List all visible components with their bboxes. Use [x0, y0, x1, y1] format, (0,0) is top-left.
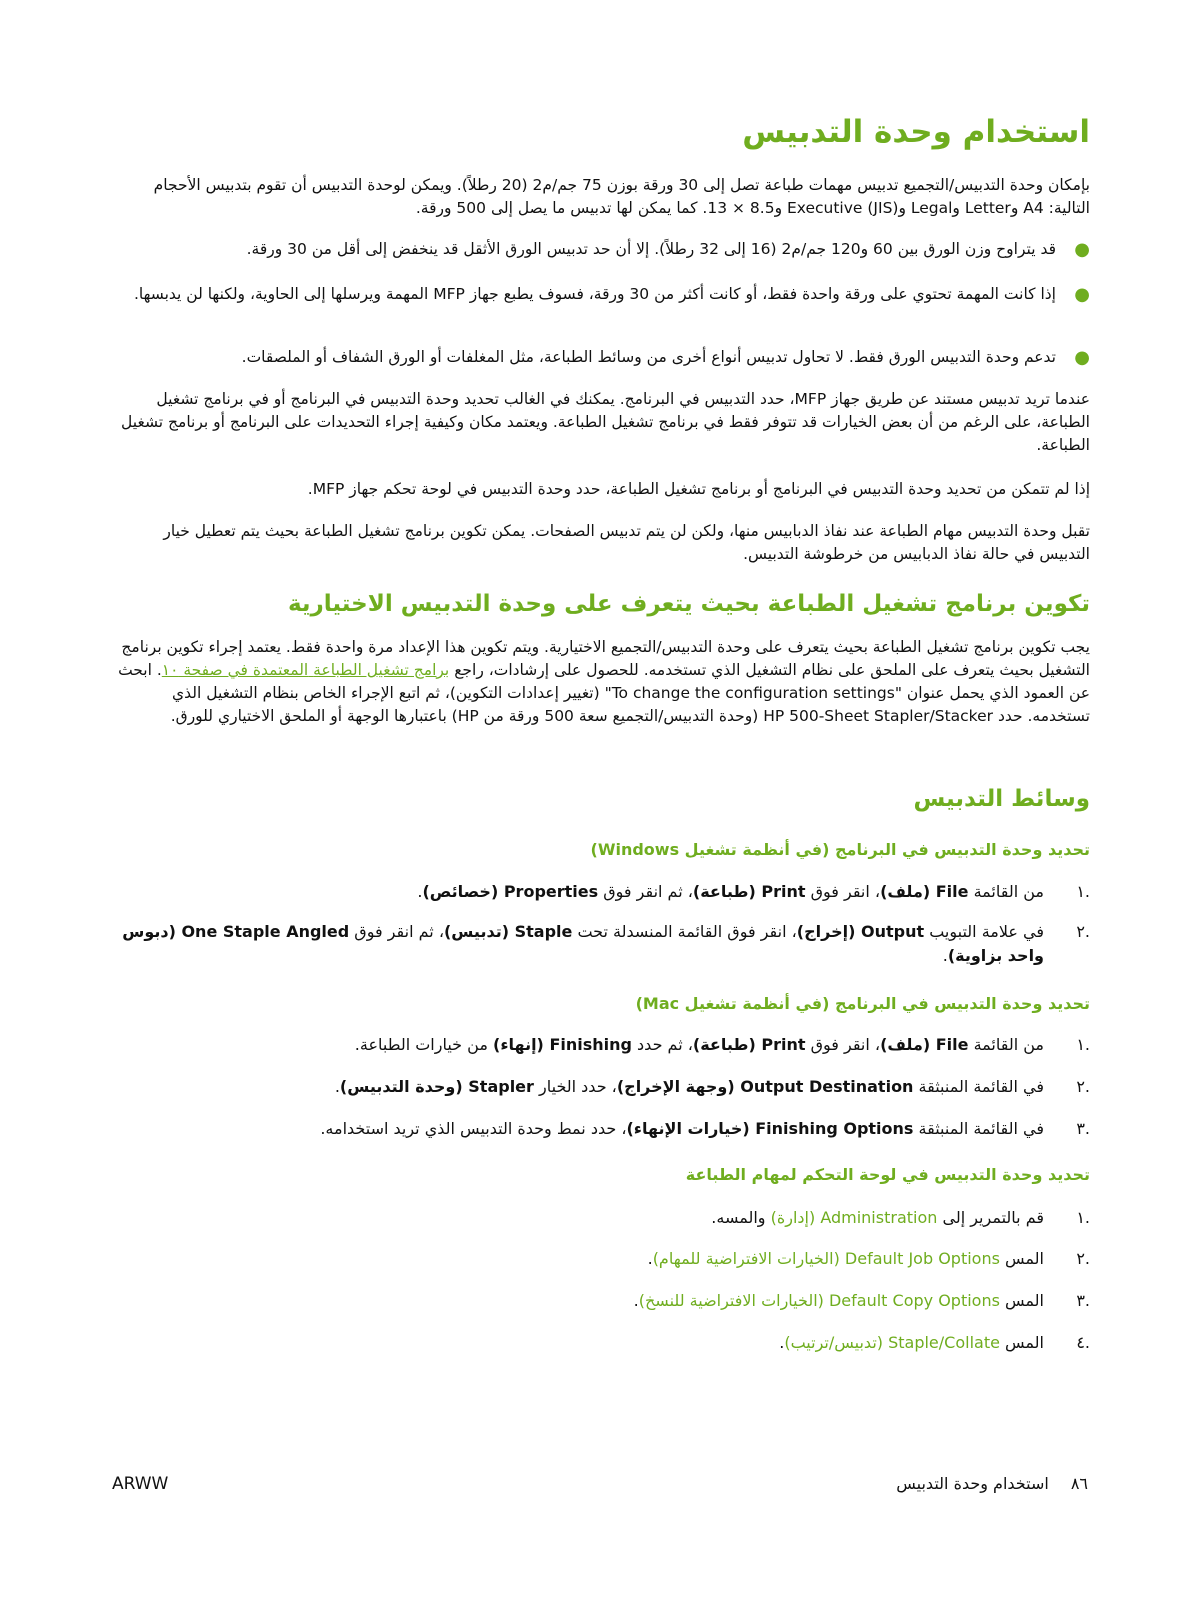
- mac-step: .٣ في القائمة المنبثقة Finishing Options (خيارات الإنهاء)، حدد نمط وحدة التدبيس الذي تريد استخدامه.: [320, 1119, 1090, 1138]
- subheading-control-panel: تحديد وحدة التدبيس في لوحة التحكم لمهام الطباعة: [685, 1165, 1090, 1184]
- windows-step: .١ من القائمة File (ملف)، انقر فوق Print (طباعة)، ثم انقر فوق Properties (خصائص).: [417, 882, 1090, 901]
- page-title: استخدام وحدة التدبيس: [742, 114, 1090, 150]
- bullet-item: ● قد يتراوح وزن الورق بين 60 و120 جم/م2 (16 إلى 32 رطلاً). إلا أن حد تدبيس الورق الأثقل قد ينخفض إلى أقل من 30 ورقة.: [246, 239, 1090, 260]
- windows-step: .٢ في علامة التبويب Output (إخراج)، انقر فوق القائمة المنسدلة تحت Staple (تدبيس)، ثم انقر فوق One Staple Angled (دبوس واحد بزاوية).: [122, 922, 1090, 965]
- panel-step: .١ قم بالتمرير إلى Administration (إدارة) والمسه.: [711, 1208, 1090, 1227]
- panel-step: .٢ المس Default Job Options (الخيارات الافتراضية للمهام).: [647, 1249, 1090, 1268]
- bullet-icon: ●: [1074, 284, 1090, 305]
- bullet-item: ● إذا كانت المهمة تحتوي على ورقة واحدة فقط، أو كانت أكثر من 30 ورقة، فسوف يطبع جهاز MFP المهمة ويرسلها إلى الحاوية، ولكنها لن يدبسها.: [133, 284, 1090, 305]
- stapling-paragraph: عندما تريد تدبيس مستند عن طريق جهاز MFP، حدد التدبيس في البرنامج. يمكنك في الغالب تحديد وحدة التدبيس في البرنامج أو في برنامج تشغيل الطباعة، على الرغم من أن بعض الخيارات قد تتوفر فقط في برنامج تشغيل الطباعة. ويعتمد مكان وكيفية إجراء التحديدات على البرنامج أو برنامج تشغيل الطباعة.: [121, 390, 1090, 454]
- stapling-paragraph: إذا لم تتمكن من تحديد وحدة التدبيس في البرنامج أو برنامج تشغيل الطباعة، حدد وحدة التدبيس في لوحة تحكم جهاز MFP.: [307, 480, 1090, 498]
- section-heading-config: تكوين برنامج تشغيل الطباعة بحيث يتعرف على وحدة التدبيس الاختيارية: [287, 591, 1090, 617]
- stapling-paragraph: تقبل وحدة التدبيس مهام الطباعة عند نفاذ الدبابيس منها، ولكن لن يتم تدبيس الصفحات. يمكن تكوين برنامج تشغيل الطباعة بحيث يتم تعطيل خيار التدبيس في حالة نفاذ الدبابيس من خرطوشة التدبيس.: [163, 522, 1090, 563]
- config-paragraph: يجب تكوين برنامج تشغيل الطباعة بحيث يتعرف على وحدة التدبيس/التجميع الاختيارية. ويتم تكوين هذا الإعداد مرة واحدة فقط. يعتمد إجراء تكوين برنامج التشغيل بحيث يتعرف على الملحق على نظام التشغيل الذي تستخدمه. للحصول على إرشادات، راجع برامج تشغيل الطباعة المعتمدة في صفحة ١٠. ابحث عن العمود الذي يحمل عنوان "To change the configuration settings" (تغيير إعدادات التكوين)، ثم اتبع الإجراء الخاص بنظام التشغيل الذي تستخدمه. حدد HP 500-Sheet Stapler/Stacker (وحدة التدبيس/التجميع سعة 500 ورقة من HP) باعتبارها الوجهة أو الملحق الاختياري للورق.: [118, 638, 1090, 725]
- footer-label: ARWW: [112, 1474, 169, 1494]
- page-number: ٨٦: [1070, 1474, 1088, 1493]
- driver-link[interactable]: برامج تشغيل الطباعة المعتمدة في صفحة ١٠: [161, 661, 450, 679]
- bullet-icon: ●: [1074, 347, 1090, 368]
- bullet-item: ● تدعم وحدة التدبيس الورق فقط. لا تحاول تدبيس أنواع أخرى من وسائط الطباعة، مثل المغلفات أو الورق الشفاف أو الملصقات.: [241, 347, 1090, 368]
- footer-page-info: [896, 1474, 1088, 1493]
- document-page: [110, 0, 1090, 1600]
- mac-step: .١ من القائمة File (ملف)، انقر فوق Print (طباعة)، ثم حدد Finishing (إنهاء) من خيارات الطباعة.: [354, 1035, 1090, 1054]
- panel-step: .٤ المس Staple/Collate (تدبيس/ترتيب).: [779, 1333, 1090, 1352]
- subheading-mac: تحديد وحدة التدبيس في البرنامج (في أنظمة تشغيل Mac): [635, 994, 1090, 1013]
- subheading-windows: تحديد وحدة التدبيس في البرنامج (في أنظمة تشغيل Windows): [590, 840, 1090, 859]
- bullet-icon: ●: [1074, 239, 1090, 260]
- section-heading-media: وسائط التدبيس: [913, 786, 1090, 812]
- intro-paragraph: بإمكان وحدة التدبيس/التجميع تدبيس مهمات طباعة تصل إلى 30 ورقة بوزن 75 جم/م2 (20 رطلاً). ويمكن لوحدة التدبيس أن تقوم بتدبيس الأحجام التالية: A4 وLetter وLegal وExecutive (JIS) و8.5 × 13. كما يمكن لها تدبيس ما يصل إلى 500 ورقة.: [153, 176, 1090, 217]
- footer-section: استخدام وحدة التدبيس: [896, 1474, 1049, 1493]
- mac-step: .٢ في القائمة المنبثقة Output Destination (وجهة الإخراج)، حدد الخيار Stapler (وحدة التدبيس).: [334, 1077, 1090, 1096]
- panel-step: .٣ المس Default Copy Options (الخيارات الافتراضية للنسخ).: [633, 1291, 1090, 1310]
